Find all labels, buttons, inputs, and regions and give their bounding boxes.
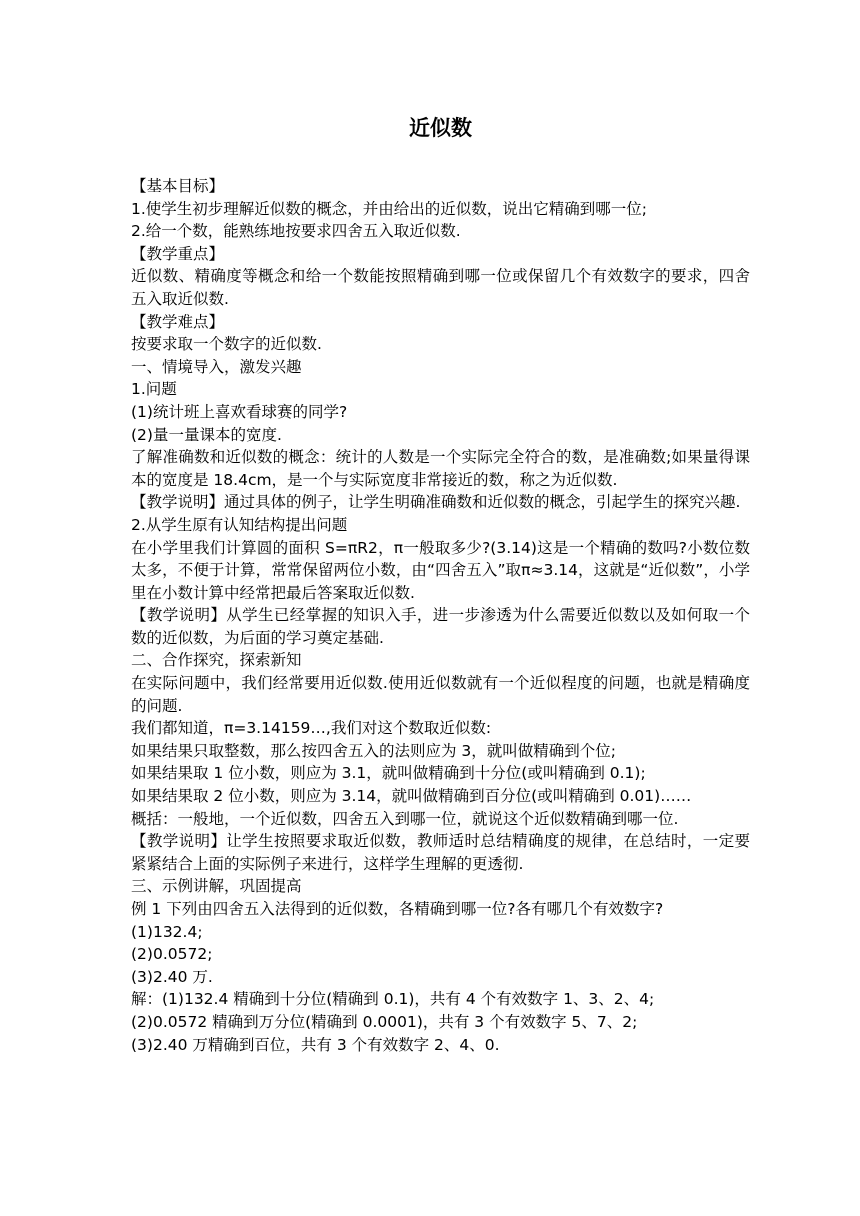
part-one-heading: 一、情境导入，激发兴趣 xyxy=(131,357,302,376)
pi-one-decimal: 如果结果取 1 位小数，则应为 3.1，就叫做精确到十分位(或叫精确到 0.1); xyxy=(131,764,646,783)
teaching-note-2: 【教学说明】从学生已经掌握的知识入手，进一步渗透为什么需要近似数以及如何取一个数的近似数，为后面的学习奠定基础. xyxy=(131,606,750,647)
goal-item-1: 1.使学生初步理解近似数的概念，并由给出的近似数，说出它精确到哪一位; xyxy=(131,199,648,218)
goal-item-2: 2.给一个数，能熟练地按要求四舍五入取近似数. xyxy=(131,222,461,241)
precision-intro: 在实际问题中，我们经常要用近似数.使用近似数就有一个近似程度的问题，也就是精确度的问题. xyxy=(131,674,750,715)
problem-item-2: (2)量一量课本的宽度. xyxy=(131,425,282,444)
example-item-1: (1)132.4; xyxy=(131,922,203,941)
section-heading-basic-goals: 【基本目标】 xyxy=(131,177,225,195)
difficulties-text: 按要求取一个数字的近似数. xyxy=(131,335,322,354)
section-heading-key-points: 【教学重点】 xyxy=(131,244,225,263)
key-points-text: 近似数、精确度等概念和给一个数能按照精确到哪一位或保留几个有效数字的要求，四舍五入取近似数. xyxy=(131,267,750,308)
document-body xyxy=(131,175,750,1056)
solution-item-1: 解：(1)132.4 精确到十分位(精确到 0.1)，共有 4 个有效数字 1、3、2、4; xyxy=(131,990,655,1009)
teaching-note-3: 【教学说明】让学生按照要求取近似数，教师适时总结精确度的规律，在总结时，一定要紧紧结合上面的实际例子来进行，这样学生理解的更透彻. xyxy=(131,832,750,873)
part-two-heading: 二、合作探究，探索新知 xyxy=(131,651,302,670)
pi-integer: 如果结果只取整数，那么按四舍五入的法则应为 3，就叫做精确到个位; xyxy=(131,741,617,760)
teaching-note-1: 【教学说明】通过具体的例子，让学生明确准确数和近似数的概念，引起学生的探究兴趣. xyxy=(131,493,741,512)
subsection-heading-2: 2.从学生原有认知结构提出问题 xyxy=(131,515,348,534)
example-item-2: (2)0.0572; xyxy=(131,945,213,964)
summary-paragraph: 概括：一般地，一个近似数，四舍五入到哪一位，就说这个近似数精确到哪一位. xyxy=(131,809,679,828)
circle-area-paragraph: 在小学里我们计算圆的面积 S=πR2，π一般取多少?(3.14)这是一个精确的数吗?小数位数太多，不便于计算，常常保留两位小数，由“四舍五入”取π≈3.14，这就是“近似数”，小学里在小数计算中经常把最后答案取近似数. xyxy=(131,538,750,602)
concept-paragraph: 了解准确数和近似数的概念：统计的人数是一个实际完全符合的数，是准确数;如果量得课本的宽度是 18.4cm，是一个与实际宽度非常接近的数，称之为近似数. xyxy=(131,448,750,489)
pi-two-decimal: 如果结果取 2 位小数，则应为 3.14，就叫做精确到百分位(或叫精确到 0.01)…… xyxy=(131,787,692,806)
solution-item-2: (2)0.0572 精确到万分位(精确到 0.0001)，共有 3 个有效数字 5、7、2; xyxy=(131,1012,638,1031)
document-title: 近似数 xyxy=(409,116,472,140)
problem-item-1: (1)统计班上喜欢看球赛的同学? xyxy=(131,402,348,421)
example-item-3: (3)2.40 万. xyxy=(131,967,213,986)
solution-item-3: (3)2.40 万精确到百位，共有 3 个有效数字 2、4、0. xyxy=(131,1035,500,1054)
part-three-heading: 三、示例讲解，巩固提高 xyxy=(131,877,302,896)
example-1: 例 1 下列由四舍五入法得到的近似数，各精确到哪一位?各有哪几个有效数字? xyxy=(131,900,664,918)
problem-heading: 1.问题 xyxy=(131,380,177,399)
section-heading-difficulties: 【教学难点】 xyxy=(131,312,225,331)
pi-intro: 我们都知道，π=3.14159…,我们对这个数取近似数: xyxy=(131,719,492,738)
